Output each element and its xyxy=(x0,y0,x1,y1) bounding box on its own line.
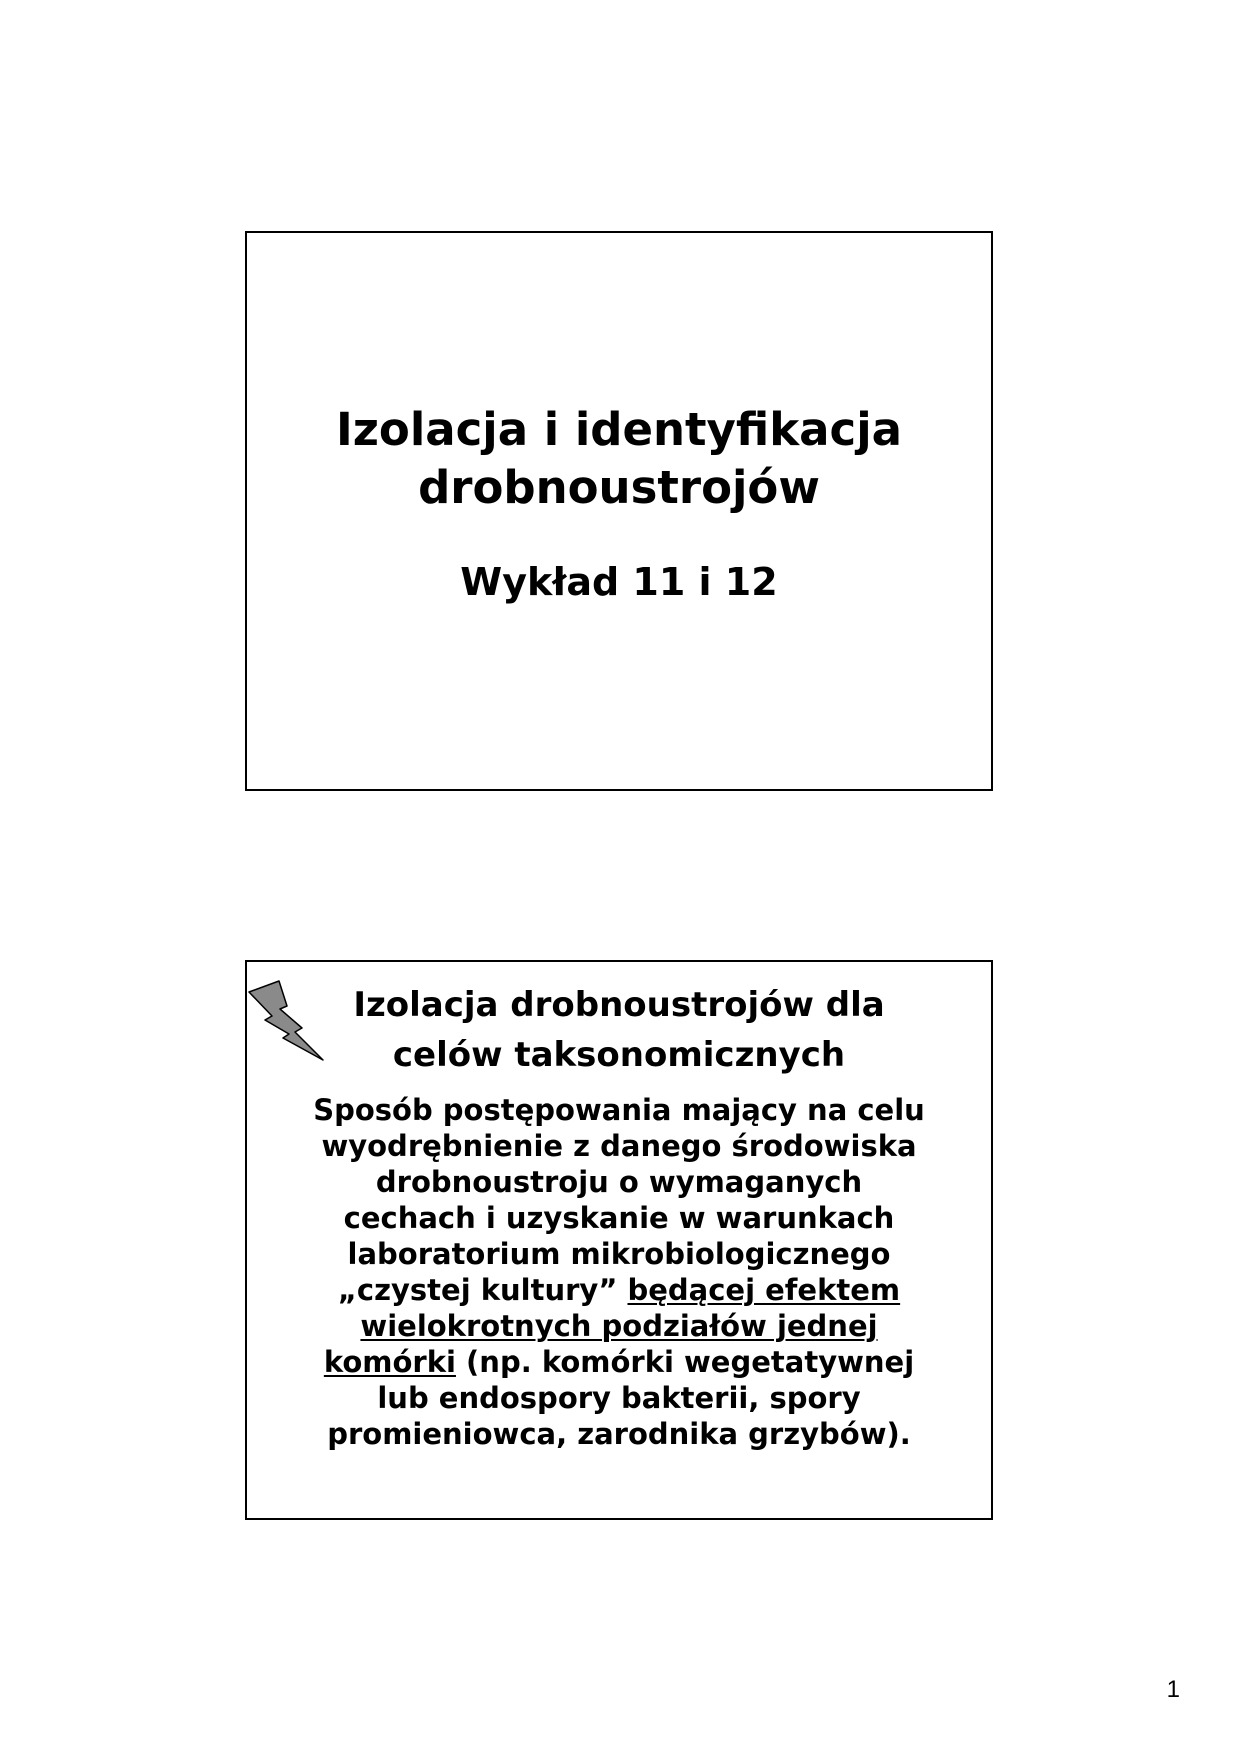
body-line: Sposób postępowania mający na celu xyxy=(313,1093,925,1127)
content-slide xyxy=(245,960,993,1520)
body-line xyxy=(267,1272,971,1308)
body-text-underlined: wielokrotnych podziałów jednej xyxy=(360,1309,878,1343)
lecture-title xyxy=(247,401,991,517)
lecture-subtitle: Wykład 11 i 12 xyxy=(460,560,778,604)
body-line xyxy=(267,1308,971,1344)
lecture-title-line-1: Izolacja i identyfikacja xyxy=(335,403,902,456)
body-text-plain: „czystej kultury” xyxy=(337,1273,628,1307)
body-line: drobnoustroju o wymaganych xyxy=(375,1165,863,1199)
body-text-plain: (np. komórki wegetatywnej xyxy=(455,1345,915,1379)
body-line: cechach i uzyskanie w warunkach xyxy=(343,1201,895,1235)
slide-body-text xyxy=(267,1092,971,1452)
page-number: 1 xyxy=(1166,1676,1180,1703)
slide-heading-line-2: celów taksonomicznych xyxy=(392,1035,846,1075)
body-line: laboratorium mikrobiologicznego xyxy=(347,1237,891,1271)
slide-heading xyxy=(247,980,991,1080)
body-text-underlined: komórki xyxy=(323,1345,456,1379)
title-slide xyxy=(245,231,993,791)
body-line: wyodrębnienie z danego środowiska xyxy=(321,1129,917,1163)
body-text-underlined: będącej efektem xyxy=(627,1273,901,1307)
body-line: lub endospory bakterii, spory xyxy=(377,1381,861,1415)
body-line: promieniowca, zarodnika grzybów). xyxy=(327,1417,911,1451)
slide-heading-line-1: Izolacja drobnoustrojów dla xyxy=(353,985,885,1025)
body-line xyxy=(267,1344,971,1380)
lecture-title-line-2: drobnoustrojów xyxy=(418,461,820,514)
